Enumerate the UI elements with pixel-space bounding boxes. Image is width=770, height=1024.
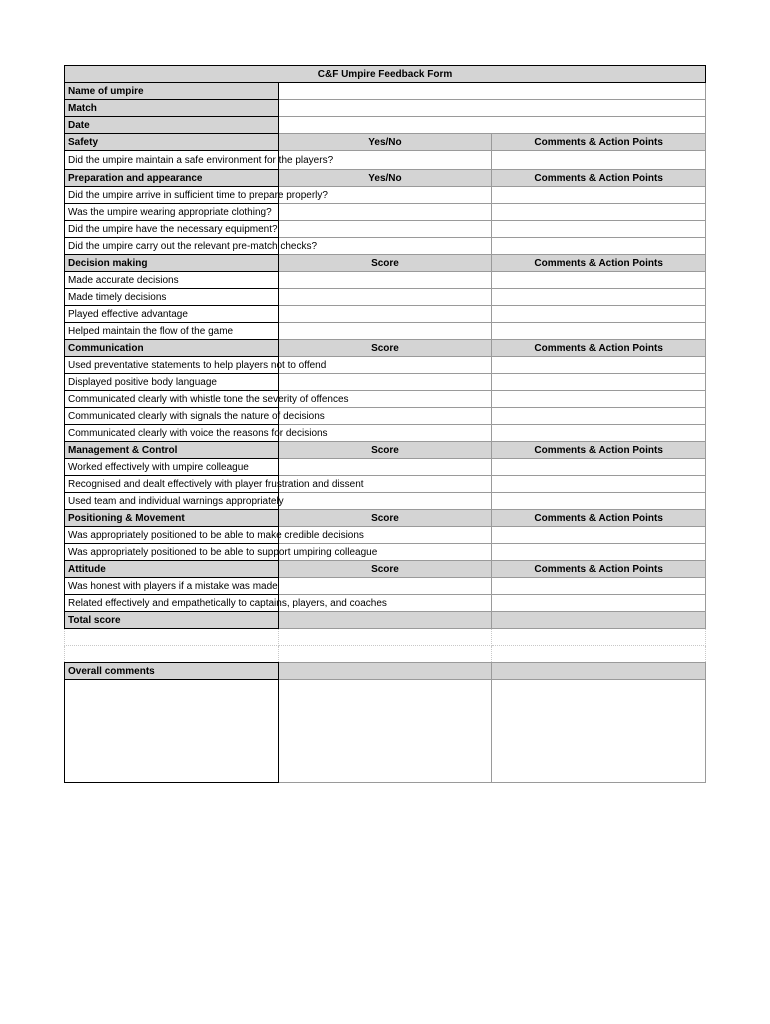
criterion-label: Played effective advantage [65, 306, 279, 323]
info-row [65, 83, 706, 100]
overall-comments-header-row [65, 663, 706, 680]
rating-field[interactable] [278, 374, 492, 391]
comments-field[interactable] [492, 408, 706, 425]
overall-header-blank [278, 663, 492, 680]
comments-field[interactable] [492, 238, 706, 255]
section-col-rating-header: Score [278, 340, 492, 357]
form-title-row [65, 66, 706, 83]
spacer-cell [278, 629, 492, 646]
criterion-label: Helped maintain the flow of the game [65, 323, 279, 340]
criterion-label: Related effectively and empathetically to captains, players, and coaches [65, 595, 279, 612]
comments-field[interactable] [492, 476, 706, 493]
section-header [65, 170, 706, 187]
criterion-label: Communicated clearly with signals the nature of decisions [65, 408, 279, 425]
comments-field[interactable] [492, 544, 706, 561]
spacer-cell [65, 629, 279, 646]
comments-field[interactable] [492, 306, 706, 323]
spacer-row [65, 646, 706, 663]
section-col-comments-header: Comments & Action Points [492, 561, 706, 578]
criterion-label: Was appropriately positioned to be able to make credible decisions [65, 527, 279, 544]
rating-field[interactable] [278, 459, 492, 476]
rating-field[interactable] [278, 289, 492, 306]
criterion-label: Communicated clearly with whistle tone the severity of offences [65, 391, 279, 408]
criterion-row [65, 527, 706, 544]
section-title: Management & Control [65, 442, 279, 459]
total-comments-field[interactable] [492, 612, 706, 629]
feedback-form-body [65, 66, 706, 783]
info-value-field[interactable] [278, 83, 705, 100]
info-label: Name of umpire [65, 83, 279, 100]
info-label: Date [65, 117, 279, 134]
section-title: Decision making [65, 255, 279, 272]
criterion-row [65, 323, 706, 340]
criterion-row [65, 221, 706, 238]
overall-comments-field-3[interactable] [492, 680, 706, 783]
rating-field[interactable] [278, 306, 492, 323]
criterion-label: Displayed positive body language [65, 374, 279, 391]
info-label: Match [65, 100, 279, 117]
section-col-comments-header: Comments & Action Points [492, 255, 706, 272]
section-header [65, 255, 706, 272]
criterion-row [65, 595, 706, 612]
criterion-row [65, 204, 706, 221]
criterion-row [65, 425, 706, 442]
rating-field[interactable] [278, 204, 492, 221]
rating-field[interactable] [278, 221, 492, 238]
criterion-row [65, 357, 706, 374]
total-score-label: Total score [65, 612, 279, 629]
section-col-rating-header: Yes/No [278, 170, 492, 187]
section-col-rating-header: Score [278, 442, 492, 459]
criterion-label: Was honest with players if a mistake was made [65, 578, 279, 595]
section-col-rating-header: Score [278, 255, 492, 272]
rating-field[interactable] [278, 323, 492, 340]
total-score-field[interactable] [278, 612, 492, 629]
criterion-row [65, 459, 706, 476]
comments-field[interactable] [492, 204, 706, 221]
section-title: Attitude [65, 561, 279, 578]
criterion-row [65, 408, 706, 425]
criterion-row [65, 578, 706, 595]
overall-comments-field-2[interactable] [278, 680, 492, 783]
spacer-cell [492, 629, 706, 646]
rating-field[interactable] [278, 578, 492, 595]
info-value-field[interactable] [278, 100, 705, 117]
criterion-row [65, 544, 706, 561]
comments-field[interactable] [492, 289, 706, 306]
section-title: Communication [65, 340, 279, 357]
criterion-label: Used team and individual warnings appropriately [65, 493, 279, 510]
section-header [65, 510, 706, 527]
section-header [65, 134, 706, 151]
criterion-label: Did the umpire carry out the relevant pre-match checks? [65, 238, 279, 255]
spacer-row [65, 629, 706, 646]
comments-field[interactable] [492, 527, 706, 544]
form-title: C&F Umpire Feedback Form [65, 66, 706, 83]
overall-header-blank [492, 663, 706, 680]
section-header [65, 442, 706, 459]
criterion-label: Was the umpire wearing appropriate clothing? [65, 204, 279, 221]
section-col-rating-header: Score [278, 510, 492, 527]
section-header [65, 340, 706, 357]
criterion-row [65, 476, 706, 493]
total-score-row [65, 612, 706, 629]
criterion-row [65, 238, 706, 255]
section-col-comments-header: Comments & Action Points [492, 340, 706, 357]
comments-field[interactable] [492, 323, 706, 340]
criterion-row [65, 391, 706, 408]
criterion-label: Did the umpire have the necessary equipment? [65, 221, 279, 238]
section-title: Positioning & Movement [65, 510, 279, 527]
comments-field[interactable] [492, 221, 706, 238]
comments-field[interactable] [492, 459, 706, 476]
criterion-row [65, 374, 706, 391]
criterion-label: Recognised and dealt effectively with player frustration and dissent [65, 476, 279, 493]
criterion-row [65, 493, 706, 510]
spacer-cell [492, 646, 706, 663]
comments-field[interactable] [492, 374, 706, 391]
criterion-label: Made accurate decisions [65, 272, 279, 289]
comments-field[interactable] [492, 578, 706, 595]
section-col-comments-header: Comments & Action Points [492, 134, 706, 151]
criterion-row [65, 306, 706, 323]
info-row [65, 100, 706, 117]
criterion-row [65, 289, 706, 306]
section-title: Preparation and appearance [65, 170, 279, 187]
section-col-rating-header: Yes/No [278, 134, 492, 151]
comments-field[interactable] [492, 391, 706, 408]
criterion-row [65, 187, 706, 204]
criterion-label: Was appropriately positioned to be able to support umpiring colleague [65, 544, 279, 561]
criterion-row [65, 151, 706, 170]
section-col-comments-header: Comments & Action Points [492, 510, 706, 527]
comments-field[interactable] [492, 425, 706, 442]
rating-field[interactable] [278, 493, 492, 510]
info-row [65, 117, 706, 134]
spacer-cell [278, 646, 492, 663]
section-title: Safety [65, 134, 279, 151]
spacer-cell [65, 646, 279, 663]
comments-field[interactable] [492, 187, 706, 204]
comments-field[interactable] [492, 595, 706, 612]
rating-field[interactable] [278, 272, 492, 289]
criterion-label: Did the umpire maintain a safe environment for the players? [65, 151, 279, 170]
criterion-label: Did the umpire arrive in sufficient time to prepare properly? [65, 187, 279, 204]
comments-field[interactable] [492, 151, 706, 170]
section-header [65, 561, 706, 578]
criterion-label: Communicated clearly with voice the reasons for decisions [65, 425, 279, 442]
comments-field[interactable] [492, 272, 706, 289]
overall-comments-field[interactable] [65, 680, 279, 783]
criterion-row [65, 272, 706, 289]
feedback-form-table [64, 65, 706, 783]
info-value-field[interactable] [278, 117, 705, 134]
section-col-comments-header: Comments & Action Points [492, 170, 706, 187]
section-col-comments-header: Comments & Action Points [492, 442, 706, 459]
criterion-label: Worked effectively with umpire colleague [65, 459, 279, 476]
criterion-label: Made timely decisions [65, 289, 279, 306]
comments-field[interactable] [492, 357, 706, 374]
overall-comments-row [65, 680, 706, 783]
criterion-label: Used preventative statements to help players not to offend [65, 357, 279, 374]
comments-field[interactable] [492, 493, 706, 510]
section-col-rating-header: Score [278, 561, 492, 578]
overall-comments-label: Overall comments [65, 663, 279, 680]
